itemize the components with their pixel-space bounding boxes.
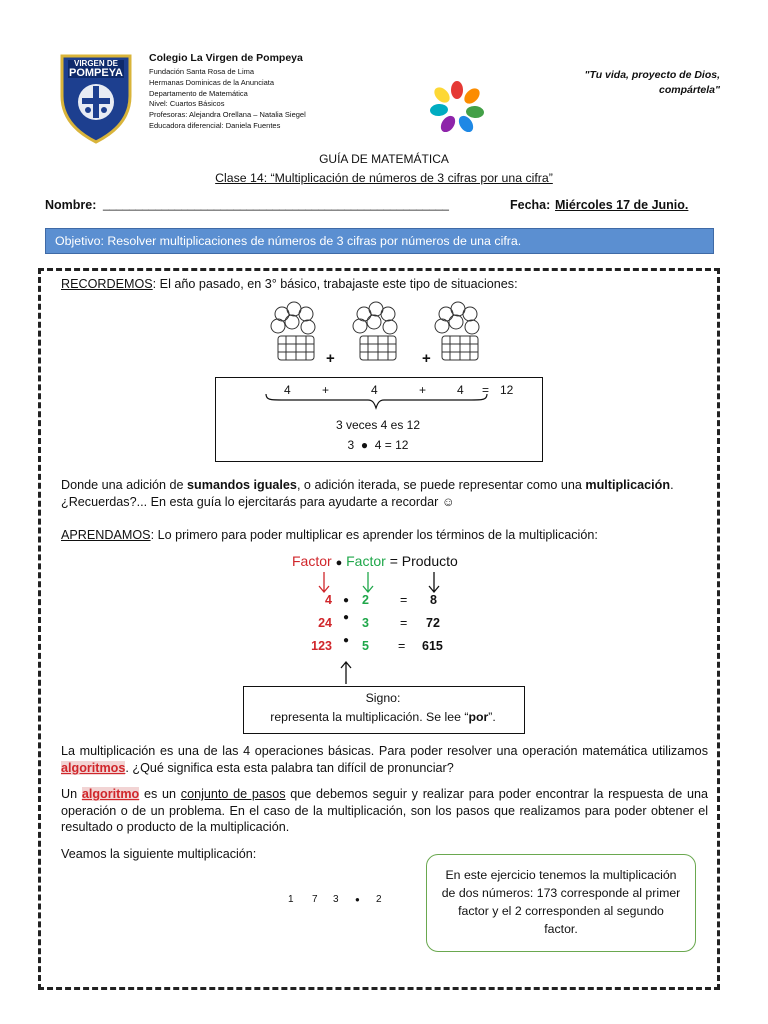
text-span: . ¿Qué significa esta esta palabra tan difícil de pronunciar?	[125, 760, 454, 775]
aprendamos-line	[61, 527, 598, 544]
equals-symbol: =	[398, 639, 406, 653]
factor-1-value: 24	[318, 616, 332, 630]
product-value: 8	[430, 593, 437, 607]
highlighted-term: algoritmo	[81, 787, 140, 801]
highlighted-term: algoritmos	[61, 760, 126, 775]
eq-term: 4	[371, 383, 378, 397]
guide-subtitle: Clase 14: “Multiplicación de números de 3 cifras por una cifra”	[215, 171, 553, 185]
factor-2-value: 5	[362, 639, 369, 653]
text-span: es un	[139, 787, 181, 801]
paragraph-addition	[61, 477, 711, 510]
factor-2-value: 2	[362, 593, 369, 607]
bold-term: sumandos iguales	[187, 478, 297, 492]
factor-1-label: Factor	[292, 553, 332, 569]
equals-symbol: =	[400, 593, 408, 607]
eq-term: 4	[457, 383, 464, 397]
veces-text: 3 veces 4 es 12	[335, 418, 421, 432]
dot-symbol: ●	[343, 635, 350, 646]
plus-sign-1: +	[326, 350, 335, 367]
flower-pot-icon	[435, 302, 479, 360]
veamos-text: Veamos la siguiente multiplicación:	[61, 847, 257, 861]
text-span: que debemos seguir y realizar para poder encontrar la respuesta de una operación o de un problema. En el caso de la multiplicación, son los pasos que realizamos para poder obtener el resultado o producto de la multiplicación.	[61, 787, 708, 834]
brace-icon	[264, 394, 489, 412]
text-span: . ¿Recuerdas?... En esta guía lo ejercitarás para ayudarte a recordar ☺	[61, 478, 674, 509]
terms-heading	[292, 553, 458, 569]
objective-text: Objetivo: Resolver multiplicaciones de números de 3 cifras por números de una cifra.	[55, 234, 522, 248]
factor-1-value: 4	[325, 593, 332, 607]
guide-title: GUÍA DE MATEMÁTICA	[319, 152, 449, 166]
dot-symbol: ●	[335, 557, 343, 569]
product-value: 615	[422, 639, 443, 653]
factor-2-value: 3	[362, 616, 369, 630]
bold-term: multiplicación	[585, 478, 671, 492]
digit: 7	[312, 894, 318, 905]
date-value: Miércoles 17 de Junio.	[555, 198, 689, 212]
recordemos-line	[61, 276, 518, 293]
eq-equals: =	[482, 383, 490, 397]
text-span: ”.	[488, 710, 496, 724]
plus-sign-2: +	[422, 350, 431, 367]
aprendamos-label: APRENDAMOS	[61, 528, 151, 542]
digit: 2	[376, 894, 382, 905]
header-line: Nivel: Cuartos Básicos	[149, 99, 225, 109]
flower-pot-icon	[271, 302, 315, 360]
crest-text-top: VIRGEN DE	[73, 59, 118, 68]
flower-pot-icon	[353, 302, 397, 360]
eq-result: 12	[500, 383, 514, 397]
terms-row	[300, 612, 460, 639]
motto-line-1: "Tu vida, proyecto de Dios,	[584, 69, 720, 81]
recordemos-text: : El año pasado, en 3° básico, trabajaste este tipo de situaciones:	[152, 277, 518, 291]
motto	[540, 68, 720, 98]
recordemos-label: RECORDEMOS	[61, 277, 153, 291]
dot-symbol: ●	[355, 895, 360, 904]
text-span: representa la multiplicación. Se lee “	[270, 710, 469, 724]
paragraph-algorithm	[61, 786, 708, 836]
header-info	[149, 67, 306, 132]
digit: 1	[288, 894, 294, 905]
header-line: Fundación Santa Rosa de Lima	[149, 67, 255, 76]
header-line: Educadora diferencial: Daniela Fuentes	[149, 120, 281, 130]
terms-row	[300, 635, 460, 662]
eq-plus: +	[322, 383, 330, 397]
header-line: Departamento de Matemática	[149, 88, 248, 98]
dot-symbol: ●	[343, 595, 350, 606]
school-name: Colegio La Virgen de Pompeya	[149, 52, 303, 64]
hands-logo	[430, 80, 484, 132]
signo-title: Signo:	[365, 691, 401, 705]
motto-line-2: compártela"	[658, 84, 720, 96]
text-span: Donde una adición de	[61, 478, 188, 492]
eq-plus: +	[419, 383, 427, 397]
equals-symbol: =	[400, 616, 408, 630]
up-arrow-icon	[339, 659, 353, 685]
header-line: Hermanas Dominicas de la Anunciata	[149, 77, 275, 87]
aprendamos-text: : Lo primero para poder multiplicar es aprender los términos de la multiplicación:	[150, 528, 598, 542]
terms-table	[300, 593, 460, 662]
signo-text	[243, 710, 523, 724]
factor-2-label: Factor	[346, 553, 386, 569]
dot-symbol: ●	[343, 612, 350, 623]
date-label: Fecha:	[510, 198, 551, 212]
bold-term: por	[468, 710, 489, 724]
objective-banner	[45, 228, 714, 254]
paragraph-operations	[61, 743, 708, 776]
underlined-term: conjunto de pasos	[180, 787, 286, 801]
crest-text-bottom: POMPEYA	[68, 67, 123, 79]
flower-pots	[268, 300, 498, 372]
factor-1-value: 123	[311, 639, 332, 653]
product-value: 72	[426, 616, 440, 630]
name-label: Nombre:	[45, 198, 97, 212]
text-span: Un	[61, 787, 82, 801]
text-span: La multiplicación es una de las 4 operaciones básicas. Para poder resolver una operación matemática utilizamos	[61, 744, 708, 758]
digit: 3	[333, 894, 339, 905]
eq-term: 4	[284, 383, 291, 397]
text-span: , o adición iterada, se puede representar como una	[296, 478, 586, 492]
header-line: Profesoras: Alejandra Orellana – Natalia Siegel	[149, 110, 306, 120]
mult-text: 3 ● 4 = 12	[347, 438, 409, 452]
product-label: = Producto	[389, 553, 458, 569]
note-text: En este ejercicio tenemos la multiplicación de dos números: 173 corresponde al primer factor y el 2 corresponden al segundo factor.	[441, 868, 681, 936]
name-field-line[interactable]: _____________________________________________________	[103, 197, 449, 211]
terms-row	[300, 593, 460, 616]
